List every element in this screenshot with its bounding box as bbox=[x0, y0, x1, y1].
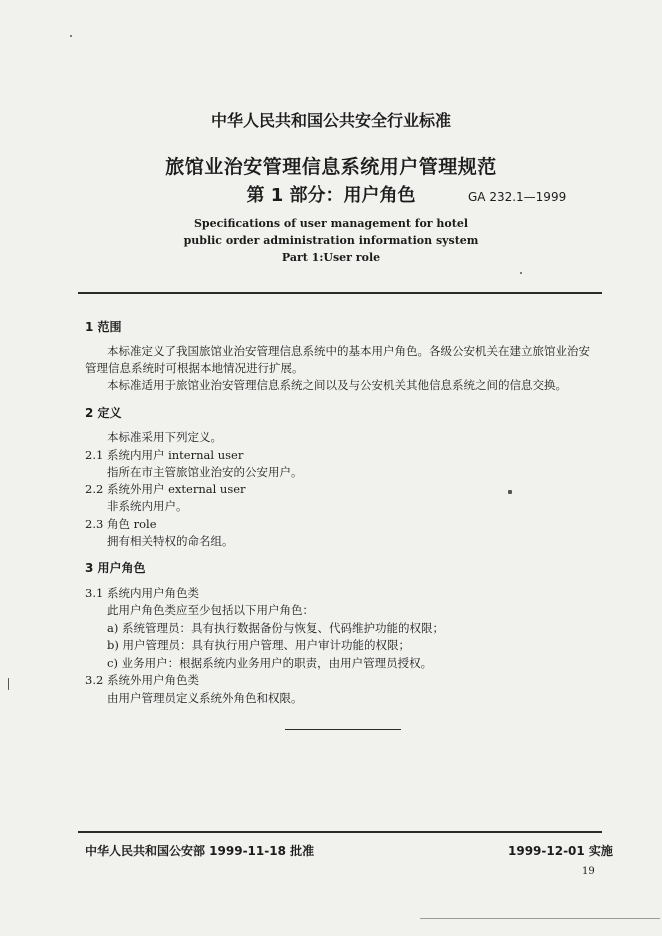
effective-date: 1999-12-01 实施 bbox=[508, 844, 613, 858]
section-3-heading: 3 用户角色 bbox=[85, 561, 146, 575]
list-item-a: a) 系统管理员：具有执行数据备份与恢复、代码维护功能的权限； bbox=[107, 621, 444, 635]
footer-divider bbox=[78, 831, 602, 833]
page-number: 19 bbox=[582, 866, 595, 877]
section-1-para1-line2: 管理信息系统时可根据本地情况进行扩展。 bbox=[85, 361, 304, 375]
header-divider bbox=[78, 292, 602, 294]
definition-2-1-text: 指所在市主管旅馆业治安的公安用户。 bbox=[107, 465, 303, 479]
definition-2-3-term: 2.3 角色 role bbox=[85, 517, 157, 531]
scan-edge-line bbox=[420, 918, 660, 919]
definition-2-2-term: 2.2 系统外用户 external user bbox=[85, 482, 246, 496]
definition-2-2-text: 非系统内用户。 bbox=[107, 499, 188, 513]
clause-3-1-term: 3.1 系统内用户角色类 bbox=[85, 586, 199, 600]
scan-speck bbox=[70, 35, 72, 37]
title-en-line3: Part 1:User role bbox=[281, 251, 381, 264]
approval-date: 中华人民共和国公安部 1999-11-18 批准 bbox=[85, 844, 315, 858]
title-cn-line1: 旅馆业治安管理信息系统用户管理规范 bbox=[165, 156, 497, 178]
scan-speck bbox=[508, 490, 512, 494]
definition-2-1-term: 2.1 系统内用户 internal user bbox=[85, 448, 244, 462]
title-en-line2: public order administration information system bbox=[183, 234, 479, 247]
list-item-b: b) 用户管理员：具有执行用户管理、用户审计功能的权限； bbox=[107, 638, 411, 652]
standard-category: 中华人民共和国公共安全行业标准 bbox=[210, 111, 451, 130]
section-1-heading: 1 范围 bbox=[85, 320, 122, 334]
list-item-c: c) 业务用户：根据系统内业务用户的职责，由用户管理员授权。 bbox=[107, 656, 433, 670]
scan-speck bbox=[8, 678, 9, 690]
section-1-para1-line1: 本标准定义了我国旅馆业治安管理信息系统中的基本用户角色。各级公安机关在建立旅馆业治安 bbox=[107, 344, 590, 358]
title-cn-line2: 第 1 部分：用户角色 bbox=[246, 185, 416, 206]
clause-3-2-text: 由用户管理员定义系统外角色和权限。 bbox=[107, 691, 303, 705]
clause-3-2-term: 3.2 系统外用户角色类 bbox=[85, 673, 199, 687]
standard-number: GA 232.1—1999 bbox=[468, 190, 567, 204]
end-rule bbox=[285, 729, 401, 730]
section-1-para2: 本标准适用于旅馆业治安管理信息系统之间以及与公安机关其他信息系统之间的信息交换。 bbox=[107, 378, 567, 392]
title-en-line1: Specifications of user management for hotel bbox=[193, 217, 469, 230]
section-2-intro: 本标准采用下列定义。 bbox=[107, 430, 222, 444]
definition-2-3-text: 拥有相关特权的命名组。 bbox=[107, 534, 234, 548]
scan-speck bbox=[520, 272, 522, 274]
section-2-heading: 2 定义 bbox=[85, 406, 122, 420]
clause-3-1-intro: 此用户角色类应至少包括以下用户角色： bbox=[107, 603, 314, 617]
